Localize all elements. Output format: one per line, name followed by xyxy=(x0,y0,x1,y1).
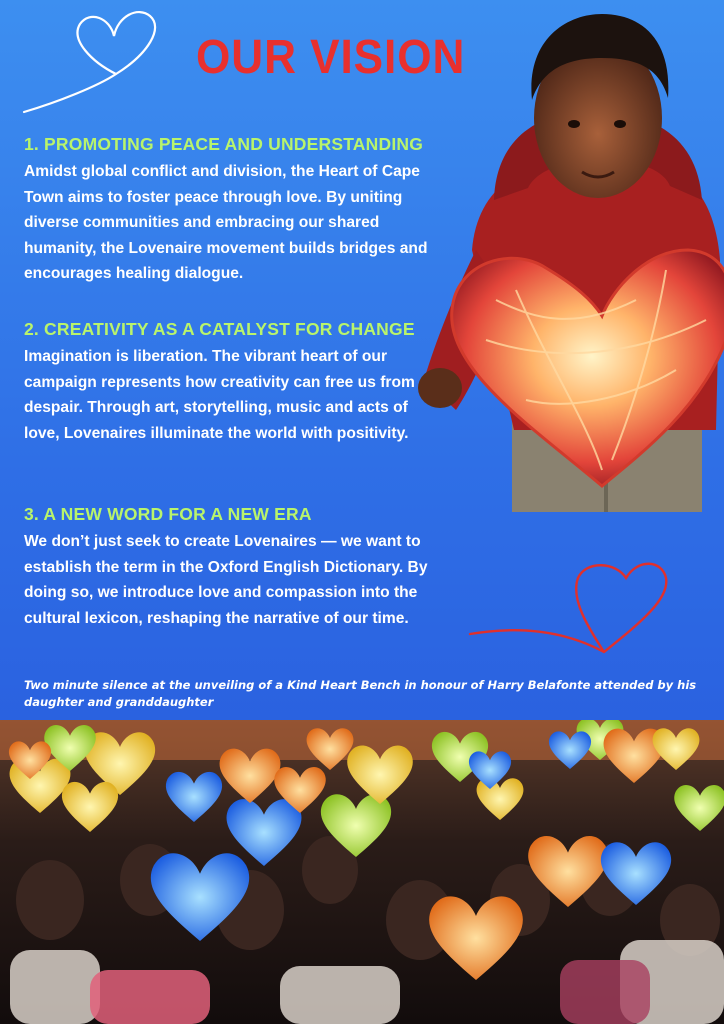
page-title: OUR VISION xyxy=(196,31,466,84)
section-body: Amidst global conflict and division, the Heart of Cape Town aims to foster peace through love. By uniting diverse communities and embracing our shared humanity, the Lovenaire movement builds bridges and encourages healing dialogue. xyxy=(24,163,428,283)
section-creativity xyxy=(24,319,444,446)
section-body: Imagination is liberation. The vibrant heart of our campaign represents how creativity can free us from despair. Through art, storytelling, music and acts of love, Lovenaires illuminate the world with positivity. xyxy=(24,348,415,442)
section-heading: 2. CREATIVITY AS A CATALYST FOR CHANGE xyxy=(24,319,415,339)
heart-outline-red-icon xyxy=(466,556,676,666)
photo-caption: Two minute silence at the unveiling of a Kind Heart Bench in honour of Harry Belafonte attended by his daughter and granddaughter xyxy=(24,678,697,709)
section-heading: 1. PROMOTING PEACE AND UNDERSTANDING xyxy=(24,134,424,154)
section-body: We don’t just seek to create Lovenaires — we want to establish the term in the Oxford English Dictionary. By doing so, we introduce love and compassion into the cultural lexicon, reshaping the narrative of our time. xyxy=(24,533,428,627)
section-new-word xyxy=(24,504,444,631)
heart-outline-white-icon xyxy=(18,6,168,118)
child-holding-glowing-heart-photo xyxy=(416,0,724,512)
section-peace xyxy=(24,134,444,287)
audience-holding-glowing-hearts-photo xyxy=(0,720,724,1024)
section-heading: 3. A NEW WORD FOR A NEW ERA xyxy=(24,504,312,524)
